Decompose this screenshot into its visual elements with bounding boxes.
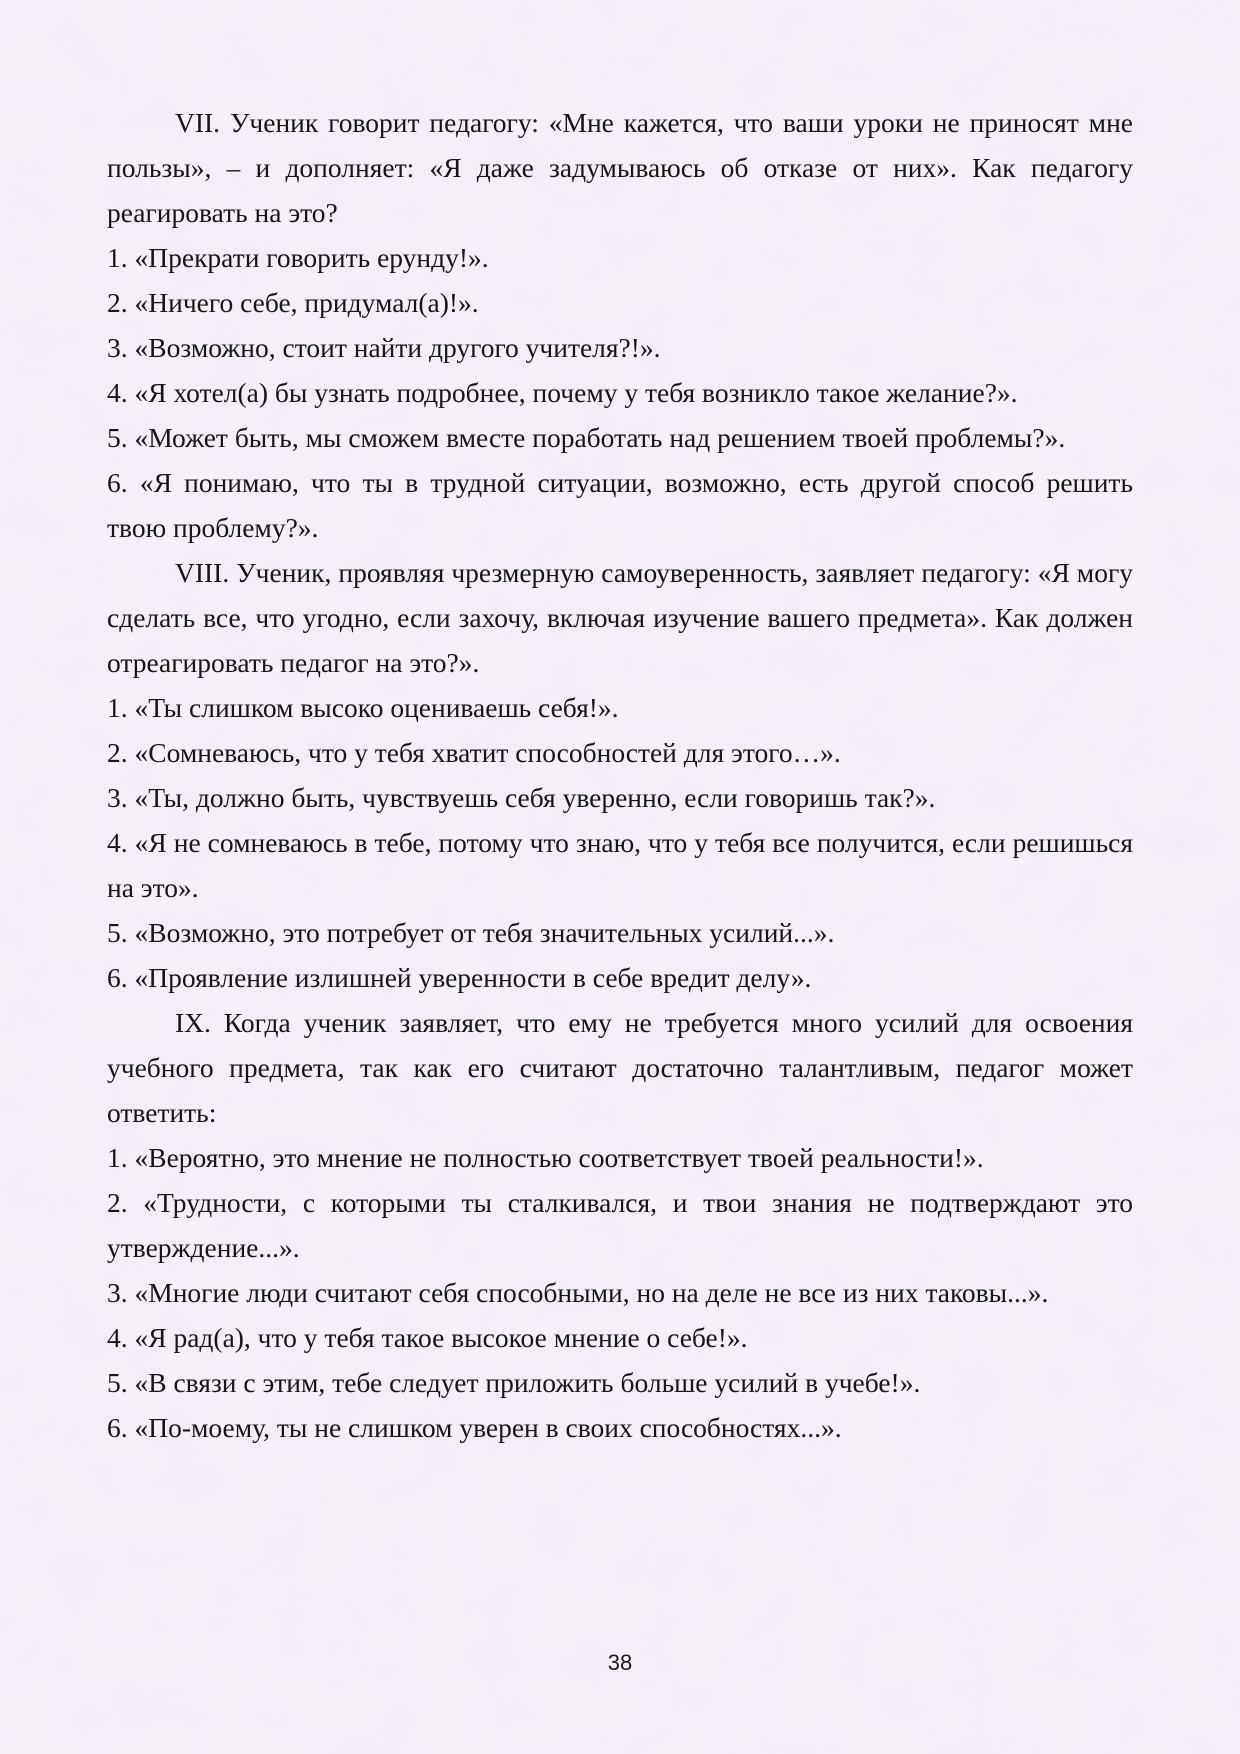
question-viii-option-2: 2. «Сомневаюсь, что у тебя хватит способностей для этого…».: [107, 737, 841, 768]
question-ix-option-3: 3. «Многие люди считают себя способными, но на деле не все из них таковы...».: [107, 1277, 1049, 1308]
question-ix-option-2: 2. «Трудности, с которыми ты сталкивался, и твои знания не подтверждают это утверждение...».: [107, 1187, 1133, 1263]
question-vii-option-3: 3. «Возможно, стоит найти другого учителя?!».: [107, 332, 661, 363]
question-viii-lead: VIII. Ученик, проявляя чрезмерную самоуверенность, заявляет педагогу: «Я могу сделать все, что угодно, если захочу, включая изучение вашего предмета». Как должен отреагировать педагог на это?».: [107, 557, 1133, 678]
question-ix-option-1: 1. «Вероятно, это мнение не полностью соответствует твоей реальности!».: [107, 1142, 984, 1173]
question-viii-option-6: 6. «Проявление излишней уверенности в себе вредит делу».: [107, 962, 812, 993]
document-body: [107, 100, 1133, 1450]
question-viii-option-5: 5. «Возможно, это потребует от тебя значительных усилий...».: [107, 917, 835, 948]
question-vii-option-6: 6. «Я понимаю, что ты в трудной ситуации, возможно, есть другой способ решить твою проблему?».: [107, 467, 1133, 543]
question-section-viii: [107, 550, 1133, 1000]
question-section-vii: [107, 100, 1133, 550]
question-section-ix: [107, 1000, 1133, 1450]
question-vii-lead: VII. Ученик говорит педагогу: «Мне кажется, что ваши уроки не приносят мне пользы», – и дополняет: «Я даже задумываюсь об отказе от них». Как педагогу реагировать на это?: [107, 107, 1133, 228]
question-vii-option-2: 2. «Ничего себе, придумал(а)!».: [107, 287, 479, 318]
question-ix-option-5: 5. «В связи с этим, тебе следует приложить больше усилий в учебе!».: [107, 1367, 921, 1398]
page-number: 38: [607, 1650, 633, 1675]
question-viii-option-1: 1. «Ты слишком высоко оцениваешь себя!».: [107, 692, 619, 723]
question-vii-option-1: 1. «Прекрати говорить ерунду!».: [107, 242, 489, 273]
question-viii-option-3: 3. «Ты, должно быть, чувствуешь себя уверенно, если говоришь так?».: [107, 782, 936, 813]
question-ix-option-4: 4. «Я рад(а), что у тебя такое высокое мнение о себе!».: [107, 1322, 748, 1353]
question-vii-option-5: 5. «Может быть, мы сможем вместе поработать над решением твоей проблемы?».: [107, 422, 1066, 453]
question-ix-lead: IX. Когда ученик заявляет, что ему не требуется много усилий для освоения учебного предмета, так как его считают достаточно талантливым, педагог может ответить:: [107, 1007, 1133, 1128]
question-ix-option-6: 6. «По-моему, ты не слишком уверен в своих способностях...».: [107, 1412, 842, 1443]
question-viii-option-4: 4. «Я не сомневаюсь в тебе, потому что знаю, что у тебя все получится, если решишься на это».: [107, 827, 1133, 903]
question-vii-option-4: 4. «Я хотел(а) бы узнать подробнее, почему у тебя возникло такое желание?».: [107, 377, 1018, 408]
